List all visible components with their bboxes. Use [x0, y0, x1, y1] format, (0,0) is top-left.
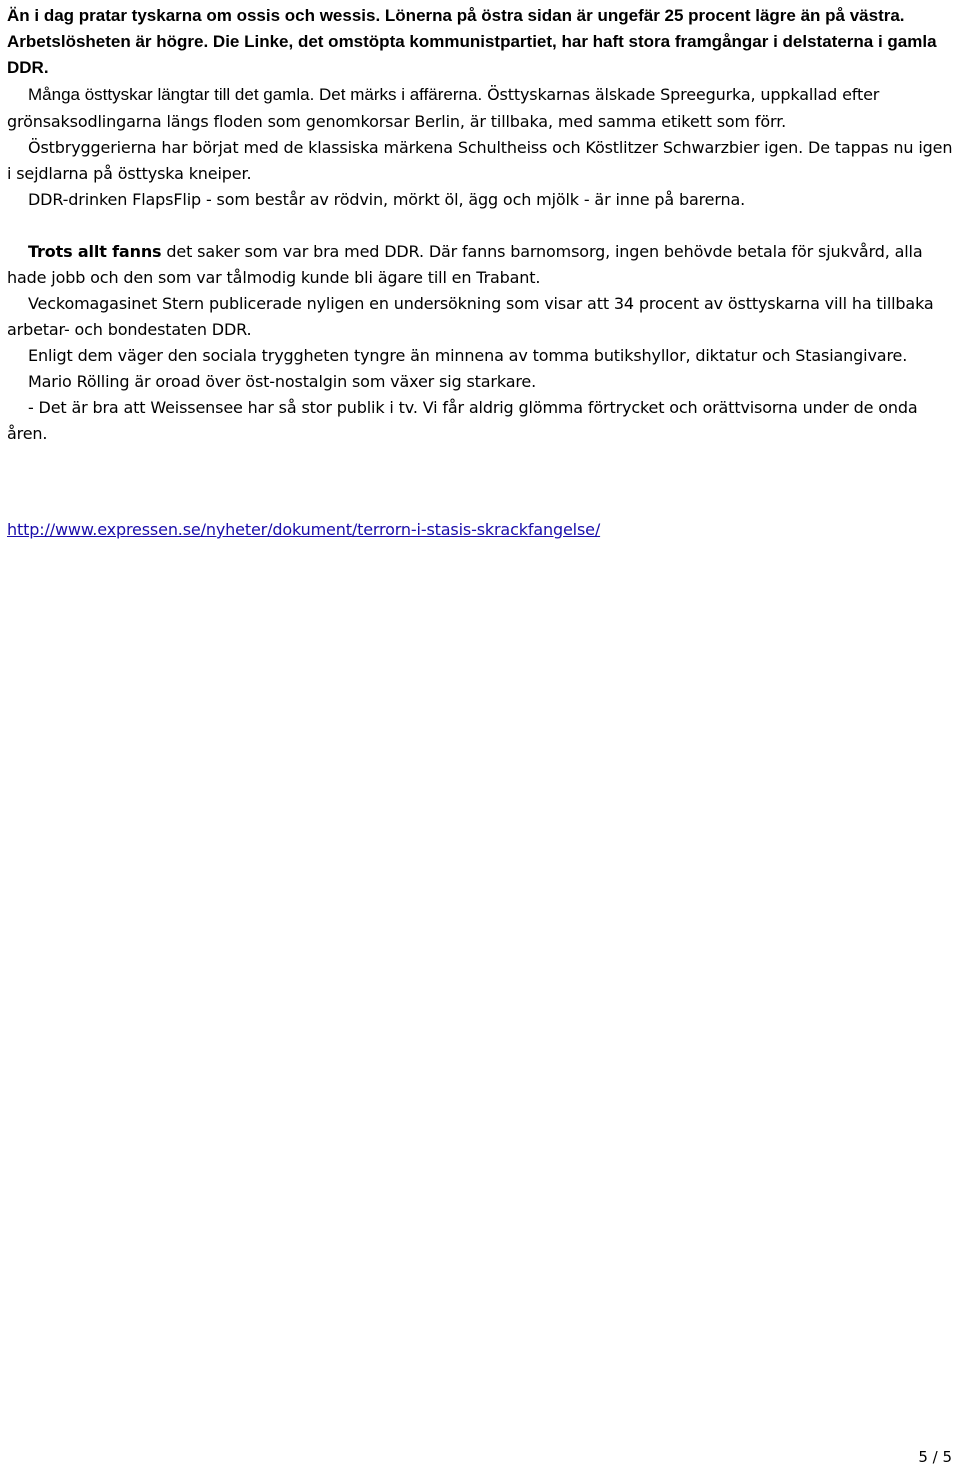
source-paragraph [7, 517, 957, 543]
paragraph-gap [7, 213, 957, 239]
document-body [7, 3, 957, 543]
intro-paragraph: Än i dag pratar tyskarna om ossis och wessis. Lönerna på östra sidan är ungefär 25 procent lägre än på västra. Arbetslösheten är högre. Die Linke, det omstöpta kommunistpartiet, har haft stora framgångar i delstaterna i gamla DDR. [7, 6, 937, 77]
paragraph-gap [7, 447, 957, 517]
good-things-paragraph [7, 239, 957, 291]
drink-paragraph: DDR-drinken FlapsFlip - som består av rödvin, mörkt öl, ägg och mjölk - är inne på barerna. [28, 190, 746, 209]
nostalgia-rest: Östtyskarnas älskade Spreegurka, uppkallad efter grönsaksodlingarna längs floden som genomkorsar Berlin, är tillbaka, med samma etikett som förr. [7, 85, 880, 131]
nostalgia-lead: Många östtyskar längtar till det gamla. Det märks i affärerna. [28, 85, 483, 104]
nostalgia-paragraph [7, 81, 957, 135]
good-things-lead: Trots allt fanns [28, 242, 162, 261]
stern-paragraph: Veckomagasinet Stern publicerade nyligen en undersökning som visar att 34 procent av östtyskarna vill ha tillbaka arbetar- och bondestaten DDR. [7, 294, 934, 339]
rolling-paragraph: Mario Rölling är oroad över öst-nostalgin som växer sig starkare. [28, 372, 537, 391]
quote-paragraph: - Det är bra att Weissensee har så stor publik i tv. Vi får aldrig glömma förtrycket och orättvisorna under de onda åren. [7, 398, 918, 443]
security-paragraph: Enligt dem väger den sociala tryggheten tyngre än minnena av tomma butikshyllor, diktatur och Stasiangivare. [28, 346, 908, 365]
good-things-rest: det saker som var bra med DDR. Där fanns barnomsorg, ingen behövde betala för sjukvård, alla hade jobb och den som var tålmodig kunde bli ägare till en Trabant. [7, 242, 923, 287]
beer-paragraph: Östbryggerierna har börjat med de klassiska märkena Schultheiss och Köstlitzer Schwarzbier igen. De tappas nu igen i sejdlarna på östtyska kneiper. [7, 138, 953, 183]
page-number: 5 / 5 [918, 1448, 952, 1466]
source-link[interactable]: http://www.expressen.se/nyheter/dokument/terrorn-i-stasis-skrackfangelse/ [7, 520, 601, 539]
